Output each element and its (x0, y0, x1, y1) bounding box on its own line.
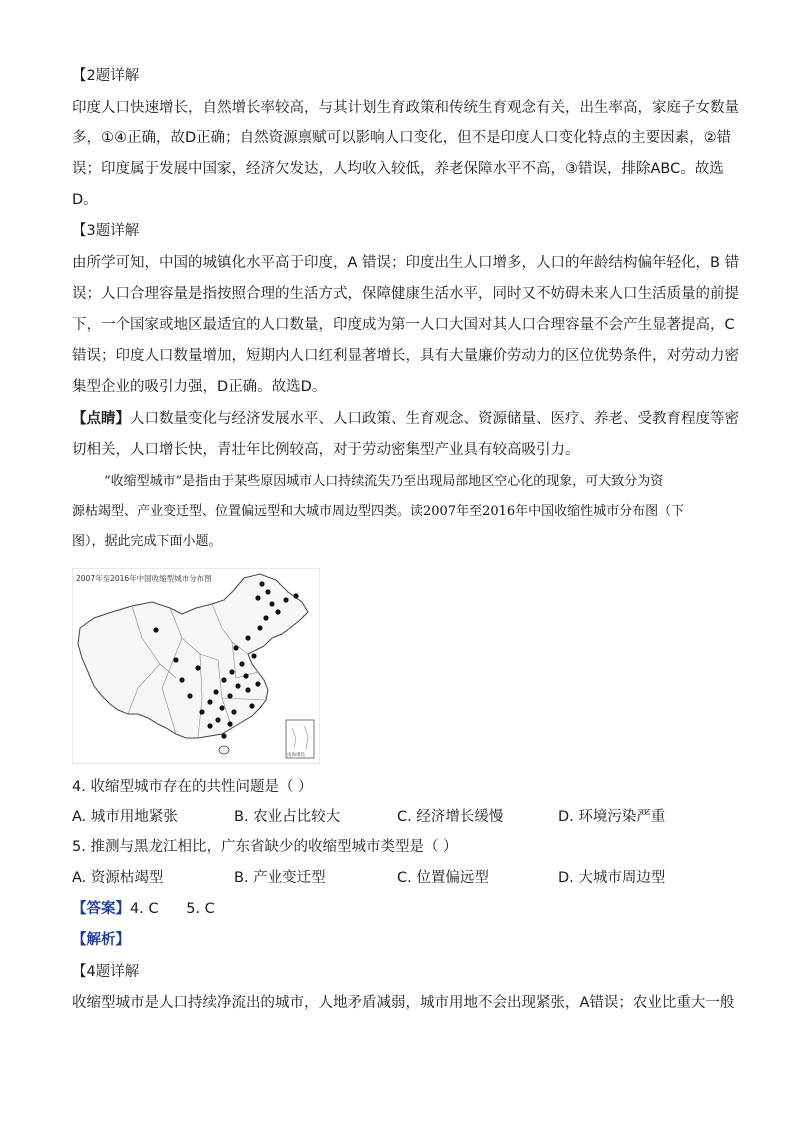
paragraph-line: 误；印度属于发展中国家，经济欠发达，人均收入较低，养老保障水平不高，③错误，排除ABC。故选 (72, 161, 724, 177)
paragraph-line: 收缩型城市是人口持续净流出的城市，人地矛盾减弱，城市用地不会出现紧张，A错误；农业比重大一般 (72, 995, 735, 1011)
q5-option-b[interactable]: B. 产业变迁型 (234, 870, 326, 886)
paragraph-line: 人口数量变化与经济发展水平、人口政策、生育观念、资源储量、医疗、养老、受教育程度等密 (130, 411, 739, 427)
paragraph-line: 集型企业的吸引力强，D正确。故选D。 (72, 379, 327, 395)
intro-line: 图），据此完成下面小题。 (72, 534, 222, 549)
q5-stem: 5. 推测与黑龙江相比，广东省缺少的收缩型城市类型是（ ） (72, 839, 458, 855)
hainan-island (219, 746, 229, 754)
paragraph-line: 下，一个国家或地区最适宜的人口数量，印度成为第一人口大国对其人口合理容量不会产生显著提高，C (72, 317, 735, 333)
q3-detail-heading: 【3题详解 (72, 223, 140, 239)
q4-option-b[interactable]: B. 农业占比较大 (234, 809, 341, 825)
q5-option-a[interactable]: A. 资源枯竭型 (72, 870, 164, 886)
q4-option-a[interactable]: A. 城市用地紧张 (72, 809, 178, 825)
paragraph-line: 错误；印度人口数量增加，短期内人口红利显著增长，具有大量廉价劳动力的区位优势条件，对劳动力密 (72, 348, 739, 364)
china-shrinking-cities-map (72, 568, 320, 764)
intro-line: 源枯竭型、产业变迁型、位置偏远型和大城市周边型四类。读2007年至2016年中国收缩性城市分布图（下 (72, 504, 685, 519)
map-title: 2007年至2016年中国收缩型城市分布图 (76, 574, 212, 583)
q5-option-c[interactable]: C. 位置偏远型 (397, 870, 489, 886)
paragraph-line: 切相关，人口增长快，青壮年比例较高，对于劳动密集型产业具有较高吸引力。 (72, 442, 580, 458)
paragraph-line: D。 (72, 192, 98, 208)
answer-label: 【答案】 (72, 901, 130, 917)
paragraph-line: 印度人口快速增长，自然增长率较高，与其计划生育政策和传统生育观念有关，出生率高，家庭子女数量 (72, 100, 739, 116)
q4-stem: 4. 收缩型城市存在的共性问题是（ ） (72, 779, 313, 795)
paragraph-line: 多，①④正确，故D正确；自然资源禀赋可以影响人口变化，但不是印度人口变化特点的主要因素，②错 (72, 130, 732, 146)
dianjing-heading: 【点睛】 (72, 411, 130, 427)
paragraph-line: 由所学可知，中国的城镇化水平高于印度，A 错误；印度出生人口增多，人口的年龄结构偏年轻化，B 错 (72, 255, 740, 271)
q4-option-c[interactable]: C. 经济增长缓慢 (397, 809, 504, 825)
q4-detail-heading: 【4题详解 (72, 964, 140, 980)
dianjing-paragraph (72, 409, 739, 429)
answer-line (72, 899, 215, 919)
intro-line: “收缩型城市”是指由于某些原因城市人口持续流失乃至出现局部地区空心化的现象，可大致分为资 (104, 474, 664, 489)
q4-option-d[interactable]: D. 环境污染严重 (558, 809, 666, 825)
q2-detail-heading: 【2题详解 (72, 68, 140, 84)
paragraph-line: 误；人口合理容量是指按照合理的生活方式，保障健康生活水平，同时又不妨碍未来人口生活质量的前提 (72, 286, 739, 302)
answer-text: 4. C 5. C (130, 901, 215, 917)
analysis-label: 【解析】 (72, 932, 130, 948)
inset-label: 南海诸岛 (287, 753, 305, 758)
q5-option-d[interactable]: D. 大城市周边型 (558, 870, 666, 886)
